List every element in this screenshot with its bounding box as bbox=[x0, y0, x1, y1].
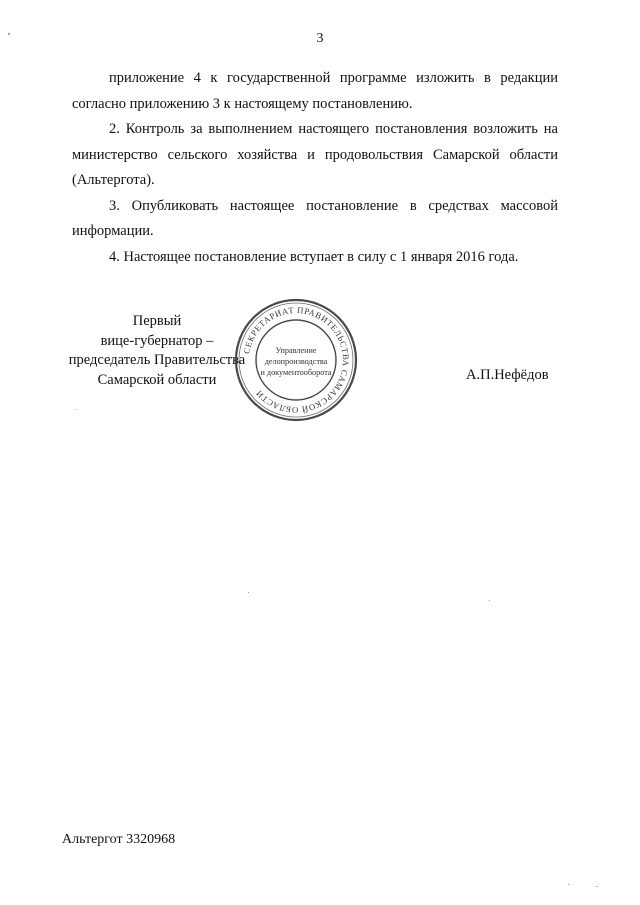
signatory-title bbox=[62, 312, 252, 390]
seal-center-line: и документооборота bbox=[260, 368, 332, 377]
signatory-title-line: Самарской области bbox=[97, 371, 217, 388]
scan-speck bbox=[248, 592, 249, 593]
executor-reference: Альтергот 3320968 bbox=[62, 832, 176, 847]
signatory-title-line: вице-губернатор – bbox=[100, 332, 214, 349]
signatory-title-line: председатель Правительства bbox=[68, 352, 246, 368]
seal-center-line: делопроизводства bbox=[264, 357, 328, 366]
scan-speck bbox=[76, 409, 77, 410]
paragraph-2: 2. Контроль за выполнением настоящего постановления возложить на министерство сельского хозяйства и продовольствия Самарской области (Альтергота). bbox=[72, 121, 558, 188]
scan-speck bbox=[489, 600, 490, 601]
document-body bbox=[72, 66, 558, 270]
seal-center-line: Управление bbox=[275, 346, 317, 355]
signatory-name: А.П.Нефёдов bbox=[466, 367, 549, 383]
scan-speck bbox=[568, 884, 569, 885]
official-seal bbox=[233, 297, 359, 423]
paragraph-4: 4. Настоящее постановление вступает в силу с 1 января 2016 года. bbox=[109, 248, 519, 265]
paragraph-1: приложение 4 к государственной программе изложить в редакции согласно приложению 3 к настоящему постановлению. bbox=[72, 70, 558, 112]
signatory-title-line: Первый bbox=[132, 313, 182, 329]
scan-speck bbox=[596, 886, 598, 887]
seal-ring-text: СЕКРЕТАРИАТ ПРАВИТЕЛЬСТВА САМАРСКОЙ ОБЛАСТИ bbox=[241, 304, 352, 416]
page-number: 3 bbox=[316, 31, 324, 46]
scan-speck bbox=[8, 33, 10, 35]
paragraph-3: 3. Опубликовать настоящее постановление в средствах массовой информации. bbox=[72, 197, 558, 239]
